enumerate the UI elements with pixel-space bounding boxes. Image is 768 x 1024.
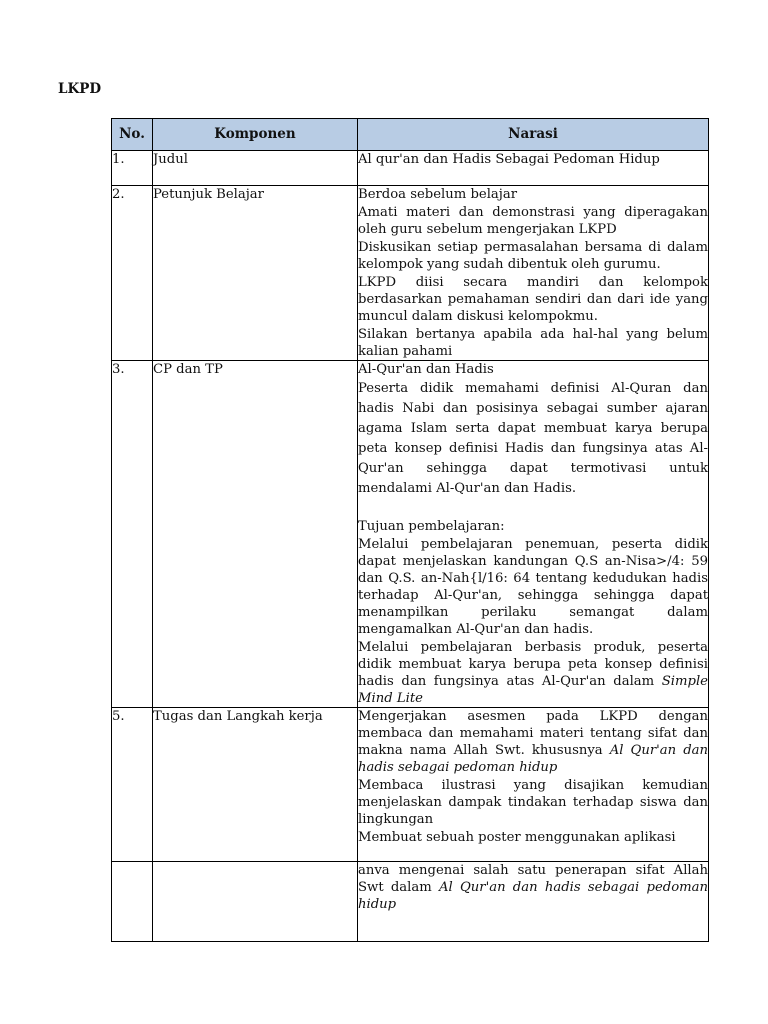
table-row <box>112 361 709 708</box>
table-header-row <box>112 119 709 151</box>
narasi-text: Mengerjakan asesmen pada LKPD dengan membaca dan memahami materi tentang sifat dan makna nama Allah Swt. khususnya <box>358 709 708 758</box>
narasi-paragraph <box>358 639 708 707</box>
narasi-paragraph: Amati materi dan demonstrasi yang diperagakan oleh guru sebelum mengerjakan LKPD <box>358 205 708 237</box>
document-title: LKPD <box>58 81 102 97</box>
row-narasi <box>358 862 709 942</box>
header-no: No. <box>112 119 153 151</box>
row-number: 2. <box>112 186 153 361</box>
narasi-paragraph: Peserta didik memahami definisi Al-Quran dan hadis Nabi dan posisinya sebagai sumber ajaran agama Islam serta dapat membuat karya berupa peta konsep definisi Hadis dan fungsinya atas Al-Qur'an sehingga dapat termotivasi untuk mendalami Al-Qur'an dan Hadis. <box>358 381 708 496</box>
narasi-paragraph: Berdoa sebelum belajar <box>358 187 518 202</box>
row-narasi <box>358 708 709 862</box>
italic-phrase: Al Qur'an dan hadis sebagai pedoman hidup <box>358 880 708 912</box>
table-row <box>112 708 709 862</box>
header-komponen: Komponen <box>153 119 358 151</box>
tujuan-heading: Tujuan pembelajaran: <box>358 519 505 534</box>
paragraph-gap <box>358 499 708 518</box>
table-row <box>112 151 709 186</box>
lkpd-table <box>111 118 709 942</box>
narasi-paragraph: Membuat sebuah poster menggunakan aplikasi <box>358 830 676 845</box>
narasi-paragraph: Al qur'an dan Hadis Sebagai Pedoman Hidup <box>358 152 660 167</box>
row-komponen: Petunjuk Belajar <box>153 186 358 361</box>
narasi-paragraph <box>358 862 708 913</box>
header-narasi: Narasi <box>358 119 709 151</box>
row-komponen: Tugas dan Langkah kerja <box>153 708 358 862</box>
row-number: 5. <box>112 708 153 862</box>
row-narasi <box>358 151 709 186</box>
narasi-paragraph <box>358 708 708 776</box>
row-komponen: Judul <box>153 151 358 186</box>
narasi-paragraph: Al-Qur'an dan Hadis <box>358 362 494 377</box>
italic-phrase: Al Qur'an dan hadis sebagai pedoman hidup <box>358 743 709 775</box>
row-narasi <box>358 361 709 708</box>
table-row <box>112 186 709 361</box>
app-name-italic: Simple Mind Lite <box>358 674 708 706</box>
table-row <box>112 862 709 942</box>
narasi-paragraph: LKPD diisi secara mandiri dan kelompok berdasarkan pemahaman sendiri dan dari ide yang muncul dalam diskusi kelompokmu. <box>358 275 708 324</box>
narasi-text: anva mengenai salah satu penerapan sifat Allah Swt dalam <box>358 863 708 895</box>
narasi-paragraph: Melalui pembelajaran penemuan, peserta didik dapat menjelaskan kandungan Q.S an-Nisa>/4: 59 dan Q.S. an-Nah{l/16: 64 tentang kedudukan hadis terhadap Al-Qur'an, sehingga sehingga dapat menampilkan perilaku semangat dalam mengamalkan Al-Qur'an dan hadis. <box>358 537 708 637</box>
row-komponen: CP dan TP <box>153 361 358 708</box>
narasi-paragraph: Membaca ilustrasi yang disajikan kemudian menjelaskan dampak tindakan terhadap siswa dan lingkungan <box>358 778 708 827</box>
row-number: 1. <box>112 151 153 186</box>
narasi-paragraph: Diskusikan setiap permasalahan bersama di dalam kelompok yang sudah dibentuk oleh gurumu. <box>358 240 708 272</box>
row-number <box>112 862 153 942</box>
row-komponen <box>153 862 358 942</box>
row-narasi <box>358 186 709 361</box>
narasi-paragraph: Silakan bertanya apabila ada hal-hal yang belum kalian pahami <box>358 327 708 359</box>
narasi-text: Melalui pembelajaran berbasis produk, peserta didik membuat karya berupa peta konsep definisi hadis dan fungsinya atas Al-Qur'an dalam <box>358 640 708 689</box>
row-number: 3. <box>112 361 153 708</box>
